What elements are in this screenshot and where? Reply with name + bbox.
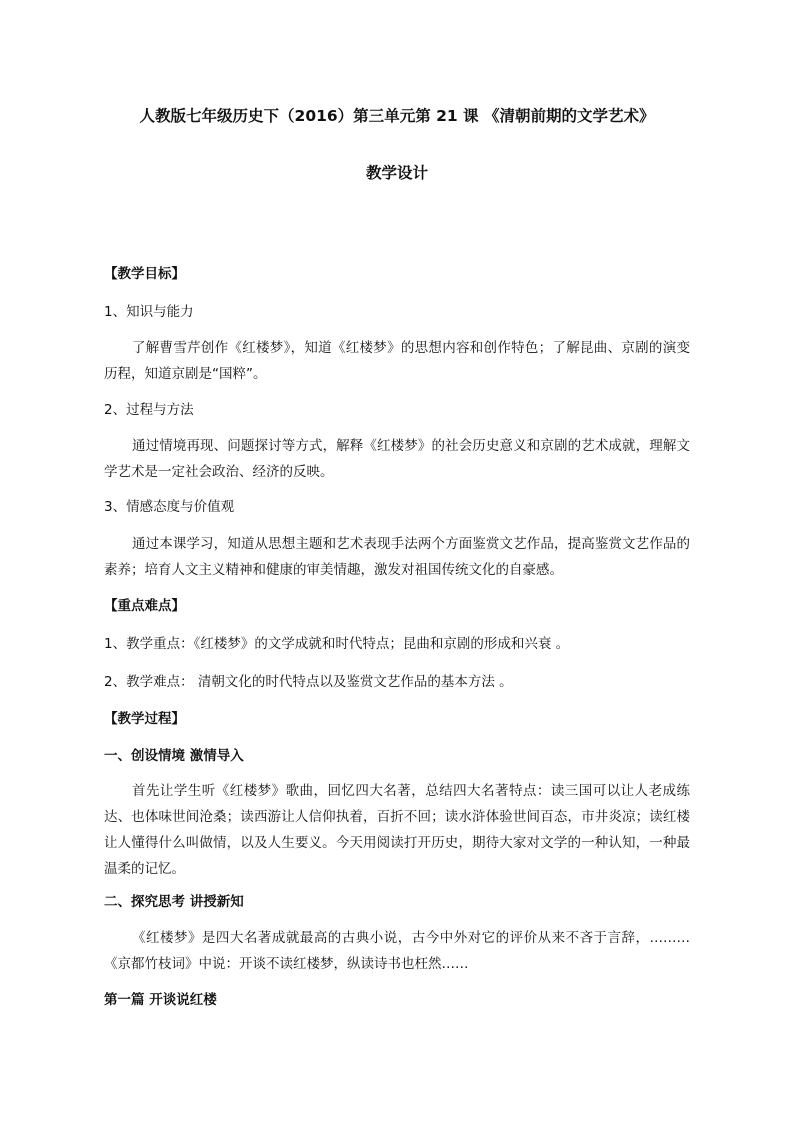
objective-2-text: 通过情境再现、问题探讨等方式，解释《红楼梦》的社会历史意义和京剧的艺术成就，理解文学艺术是一定社会政治、经济的反映。 [104,438,690,480]
objective-3-text: 通过本课学习，知道从思想主题和艺术表现手法两个方面鉴赏文艺作品，提高鉴赏文艺作品的素养；培育人文主义精神和健康的审美情趣，激发对祖国传统文化的自豪感。 [104,536,690,578]
part-1-heading: 第一篇 开谈说红楼 [104,992,217,1008]
keypoint-focus: 1、教学重点：《红楼梦》的文学成就和时代特点；昆曲和京剧的形成和兴衰 。 [104,636,570,652]
step-2-text: 《红楼梦》是四大名著成就最高的古典小说，古今中外对它的评价从来不吝于言辞，………《京都竹枝词》中说：开谈不读红楼梦，纵读诗书也枉然…… [104,930,690,972]
objective-1-heading: 1、知识与能力 [104,304,194,320]
step-2-heading: 二、探究思考 讲授新知 [104,894,244,910]
step-1-text: 首先让学生听《红楼梦》歌曲，回忆四大名著，总结四大名著特点：读三国可以让人老成练达、也体味世间沧桑；读西游让人信仰执着，百折不回；读水浒体验世间百态，市井炎凉；读红楼让人懂得什么叫做情，以及人生要义。今天用阅读打开历史，期待大家对文学的一种认知，一种最温柔的记忆。 [104,783,690,877]
objective-2-heading: 2、过程与方法 [104,402,194,418]
keypoints-heading: 【重点难点】 [104,598,185,614]
objective-3-heading: 3、情感态度与价值观 [104,499,235,515]
step-1-heading: 一、创设情境 激情导入 [104,748,244,764]
document-subtitle: 教学设计 [365,164,428,182]
objectives-heading: 【教学目标】 [104,266,185,282]
document-title: 人教版七年级历史下（2016）第三单元第 21 课 《清朝前期的文学艺术》 [139,107,655,125]
keypoint-difficulty: 2、教学难点： 清朝文化的时代特点以及鉴赏文艺作品的基本方法 。 [104,674,513,690]
process-heading: 【教学过程】 [104,711,185,727]
objective-1-text: 了解曹雪芹创作《红楼梦》，知道《红楼梦》的思想内容和创作特色；了解昆曲、京剧的演变历程，知道京剧是“国粹”。 [104,340,690,382]
